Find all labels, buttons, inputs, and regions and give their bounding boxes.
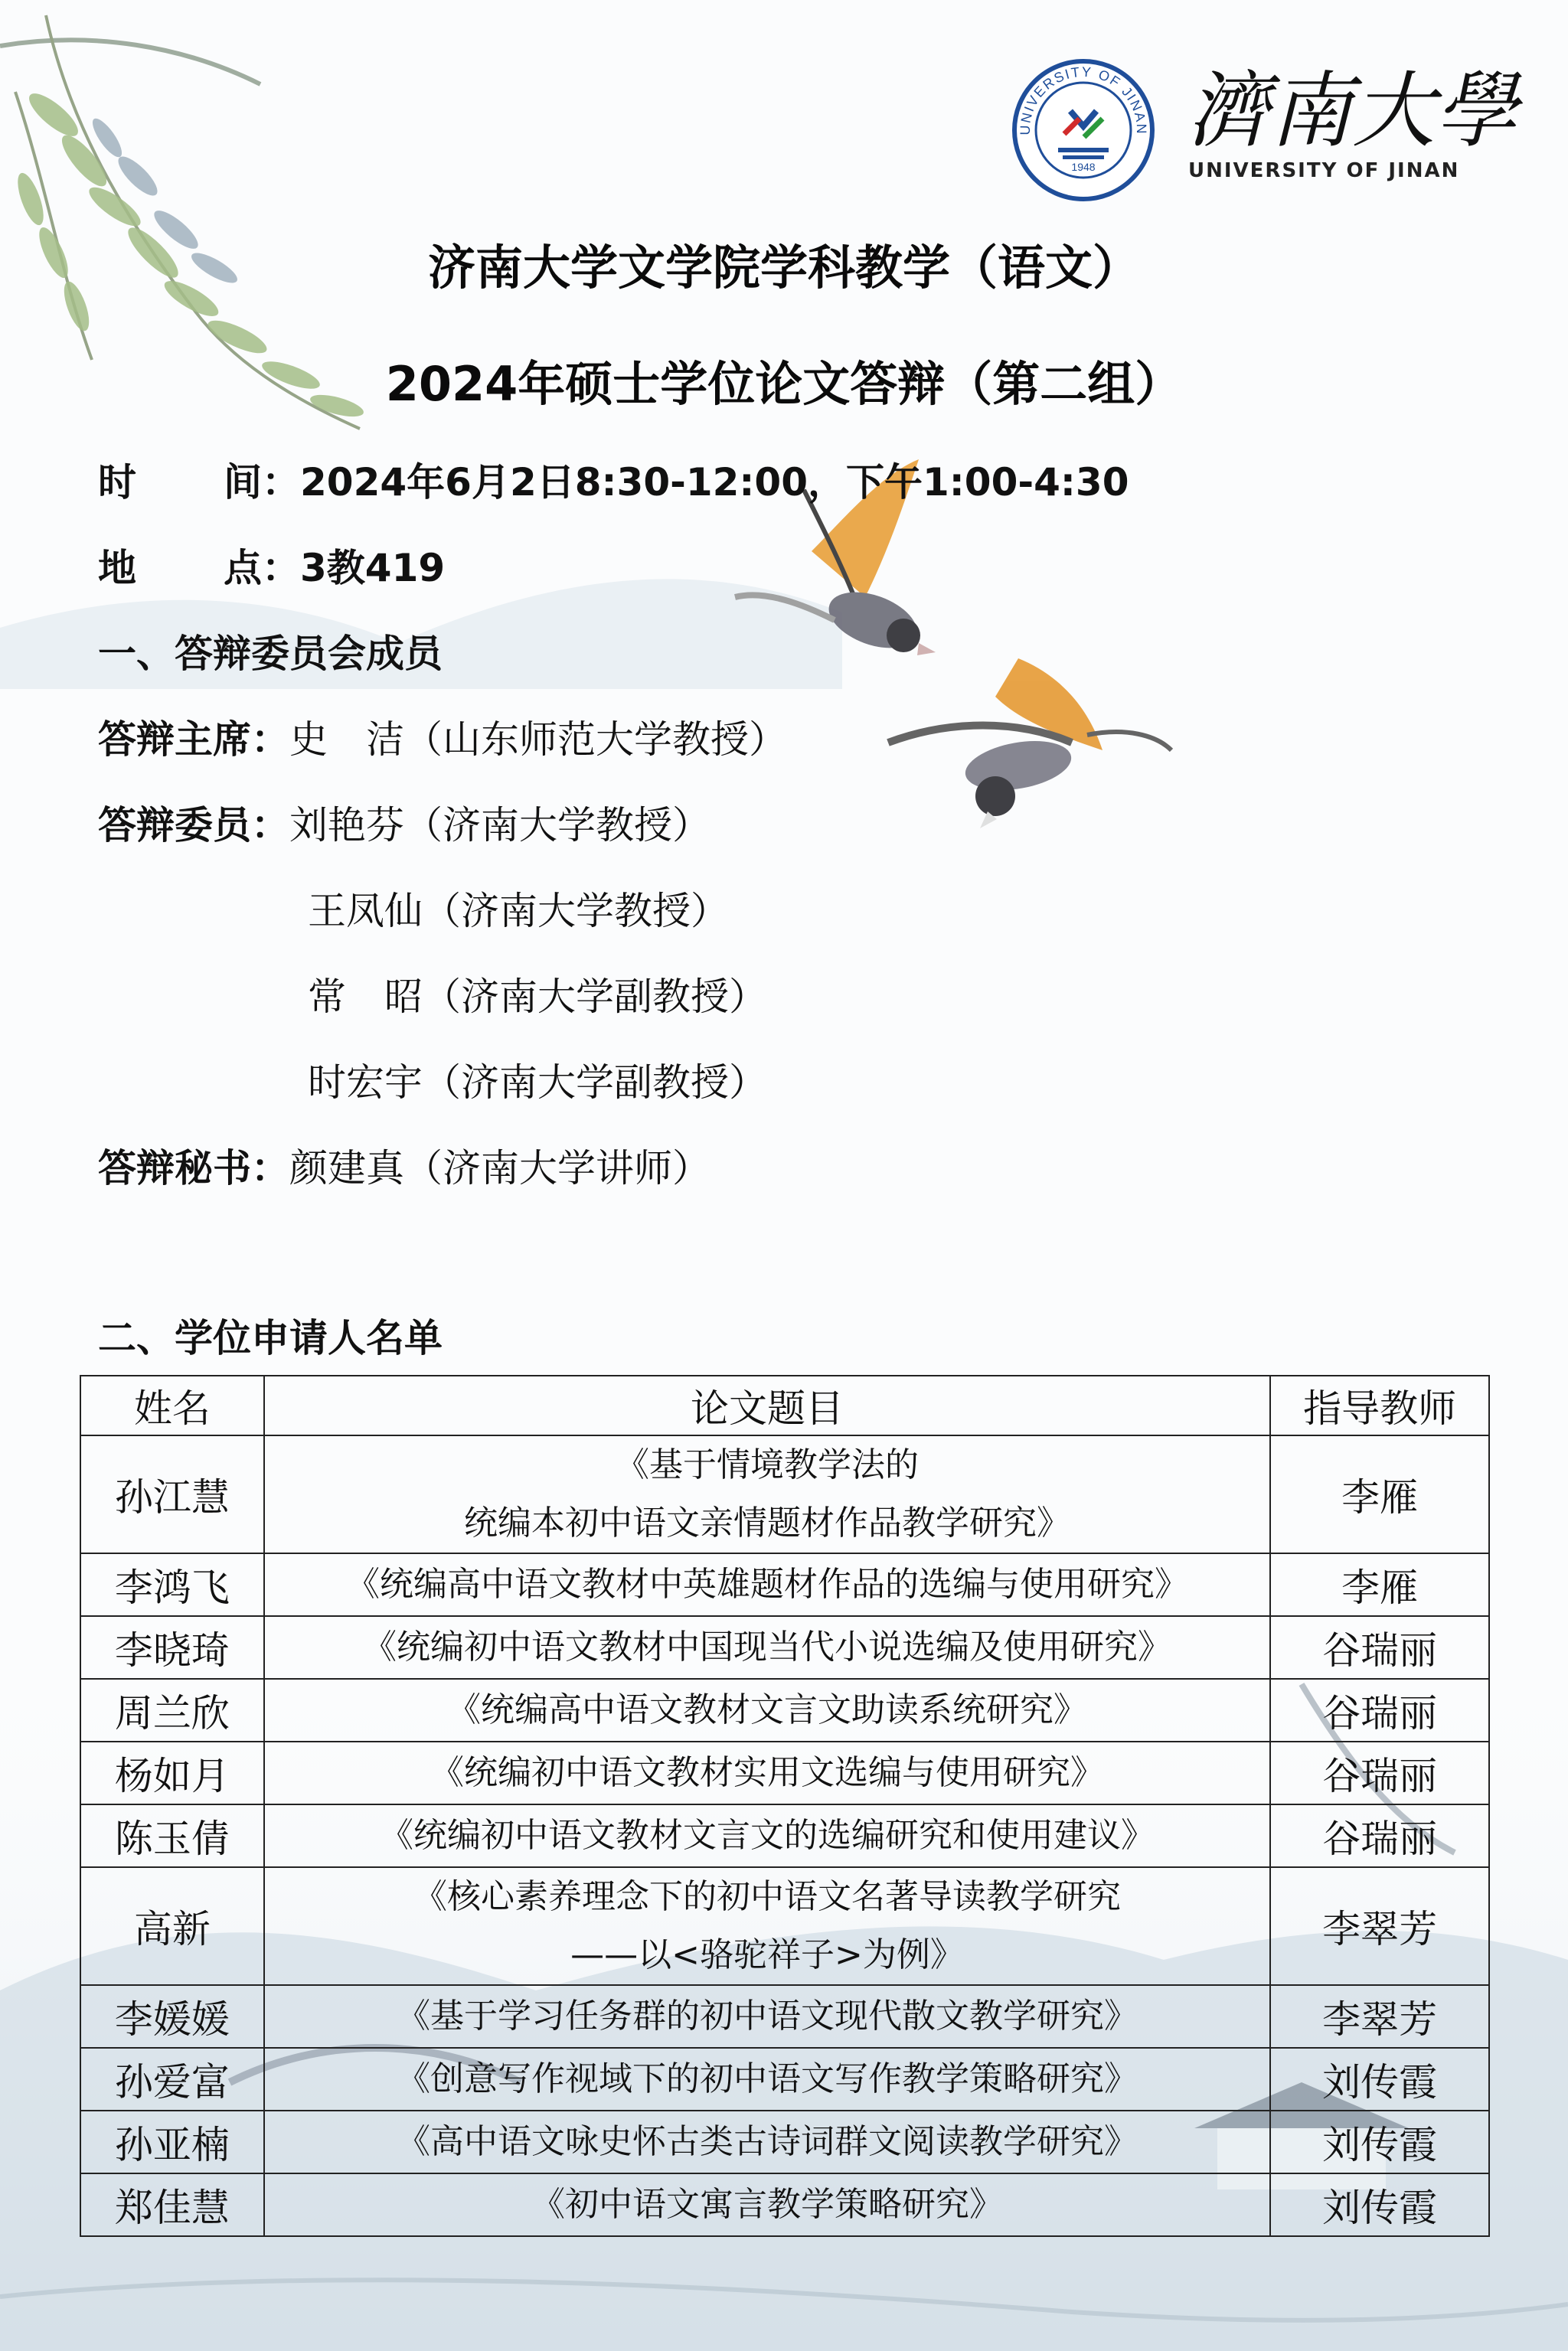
university-logo <box>1011 54 1518 207</box>
member-value: 刘艳芬（济南大学教授） <box>289 803 710 847</box>
thesis-title-line: 《统编高中语文教材文言文助读系统研究》 <box>447 1690 1088 1729</box>
university-english-name: UNIVERSITY OF JINAN <box>1188 159 1460 182</box>
place-label: 地 <box>98 546 136 590</box>
applicant-name: 李媛媛 <box>80 1985 264 2048</box>
table-row <box>80 2048 1489 2111</box>
table-row <box>80 1867 1489 1985</box>
seal-year: 1948 <box>1071 161 1096 173</box>
applicant-name: 孙亚楠 <box>80 2111 264 2173</box>
university-name-calligraphy <box>1179 54 1518 161</box>
thesis-title-cell <box>264 2173 1271 2236</box>
member-line-4 <box>308 1052 767 1107</box>
seal-ring-text: UNIVERSITY OF JINAN <box>1017 64 1150 136</box>
thesis-title-line: 《核心素养理念下的初中语文名著导读教学研究 <box>413 1877 1122 1916</box>
member-line-1 <box>98 795 710 850</box>
column-header-advisor: 指导教师 <box>1270 1376 1489 1435</box>
advisor-name: 李翠芳 <box>1270 1985 1489 2048</box>
thesis-title-line: 统编本初中语文亲情题材作品教学研究》 <box>464 1504 1071 1543</box>
thesis-title-cell <box>264 1435 1271 1553</box>
member-line-2 <box>308 880 729 936</box>
table-header-row <box>80 1376 1489 1435</box>
thesis-title-line: ——以<骆驼祥子>为例》 <box>570 1935 964 1974</box>
table-row <box>80 1553 1489 1616</box>
applicants-heading: 二、学位申请人名单 <box>98 1316 443 1360</box>
column-header-name: 姓名 <box>80 1376 264 1435</box>
applicant-name: 李鸿飞 <box>80 1553 264 1616</box>
page-title-line1: 济南大学文学院学科教学（语文） <box>427 240 1140 296</box>
time-label-colon: 间： <box>224 460 300 504</box>
place-label-colon: 点： <box>224 546 300 590</box>
thesis-title-line: 《初中语文寓言教学策略研究》 <box>531 2185 1004 2224</box>
bird-lower <box>888 658 1171 828</box>
table-row <box>80 1616 1489 1679</box>
time-line <box>98 452 1129 507</box>
table-row <box>80 1435 1489 1553</box>
thesis-title-cell <box>264 1679 1271 1742</box>
place-line <box>98 537 445 593</box>
committee-heading: 一、答辩委员会成员 <box>98 632 443 676</box>
thesis-title-line: 《统编初中语文教材实用文选编与使用研究》 <box>430 1753 1105 1792</box>
thesis-title-line: 《创意写作视域下的初中语文写作教学策略研究》 <box>397 2059 1138 2098</box>
place-value: 3教419 <box>300 546 446 590</box>
thesis-title-line: 《统编高中语文教材中英雄题材作品的选编与使用研究》 <box>346 1565 1189 1604</box>
chair-line <box>98 709 787 764</box>
time-label: 时 <box>98 460 136 504</box>
chair-label: 答辩主席： <box>98 717 289 762</box>
advisor-name: 李翠芳 <box>1270 1867 1489 1985</box>
advisor-name: 谷瑞丽 <box>1270 1742 1489 1804</box>
thesis-title-cell <box>264 1867 1271 1985</box>
thesis-title-line: 《基于学习任务群的初中语文现代散文教学研究》 <box>397 1997 1138 2036</box>
applicant-name: 陈玉倩 <box>80 1804 264 1867</box>
thesis-title-line: 《统编初中语文教材中国现当代小说选编及使用研究》 <box>363 1628 1172 1667</box>
secretary-line <box>98 1138 710 1193</box>
applicant-name: 孙江慧 <box>80 1435 264 1553</box>
advisor-name: 刘传霞 <box>1270 2173 1489 2236</box>
thesis-title-cell <box>264 1985 1271 2048</box>
table-row <box>80 1985 1489 2048</box>
member-line-3 <box>308 966 767 1021</box>
secretary-value: 颜建真（济南大学讲师） <box>289 1146 710 1190</box>
thesis-title-cell <box>264 1616 1271 1679</box>
thesis-title-line: 《统编初中语文教材文言文的选编研究和使用建议》 <box>380 1816 1155 1855</box>
applicant-name: 孙爱富 <box>80 2048 264 2111</box>
advisor-name: 李雁 <box>1270 1553 1489 1616</box>
members-label: 答辩委员： <box>98 803 289 847</box>
advisor-name: 刘传霞 <box>1270 2048 1489 2111</box>
time-value: 2024年6月2日8:30-12:00，下午1:00-4:30 <box>300 460 1129 504</box>
svg-text:濟南大學: 濟南大學 <box>1187 64 1518 159</box>
applicant-name: 郑佳慧 <box>80 2173 264 2236</box>
applicant-name: 高新 <box>80 1867 264 1985</box>
chair-value: 史 洁（山东师范大学教授） <box>289 717 787 762</box>
thesis-title-cell <box>264 1804 1271 1867</box>
applicant-name: 李晓琦 <box>80 1616 264 1679</box>
member-value: 王凤仙（济南大学教授） <box>308 889 729 933</box>
table-row <box>80 2111 1489 2173</box>
advisor-name: 谷瑞丽 <box>1270 1679 1489 1742</box>
advisor-name: 谷瑞丽 <box>1270 1804 1489 1867</box>
thesis-title-cell <box>264 1553 1271 1616</box>
thesis-title-line: 《高中语文咏史怀古类古诗词群文阅读教学研究》 <box>397 2122 1138 2161</box>
university-seal-icon <box>1011 57 1156 203</box>
advisor-name: 李雁 <box>1270 1435 1489 1553</box>
member-value: 常 昭（济南大学副教授） <box>308 975 767 1019</box>
advisor-name: 谷瑞丽 <box>1270 1616 1489 1679</box>
applicant-name: 杨如月 <box>80 1742 264 1804</box>
thesis-title-line: 《基于情境教学法的 <box>616 1445 920 1484</box>
table-row <box>80 1679 1489 1742</box>
advisor-name: 刘传霞 <box>1270 2111 1489 2173</box>
thesis-title-cell <box>264 1742 1271 1804</box>
table-row <box>80 1804 1489 1867</box>
applicant-table <box>80 1375 1490 2237</box>
table-row <box>80 2173 1489 2236</box>
table-row <box>80 1742 1489 1804</box>
column-header-thesis: 论文题目 <box>264 1376 1271 1435</box>
thesis-title-cell <box>264 2048 1271 2111</box>
page-title-line2: 2024年硕士学位论文答辩（第二组） <box>385 356 1183 412</box>
thesis-title-cell <box>264 2111 1271 2173</box>
secretary-label: 答辩秘书： <box>98 1146 289 1190</box>
applicant-name: 周兰欣 <box>80 1679 264 1742</box>
member-value: 时宏宇（济南大学副教授） <box>308 1060 767 1105</box>
